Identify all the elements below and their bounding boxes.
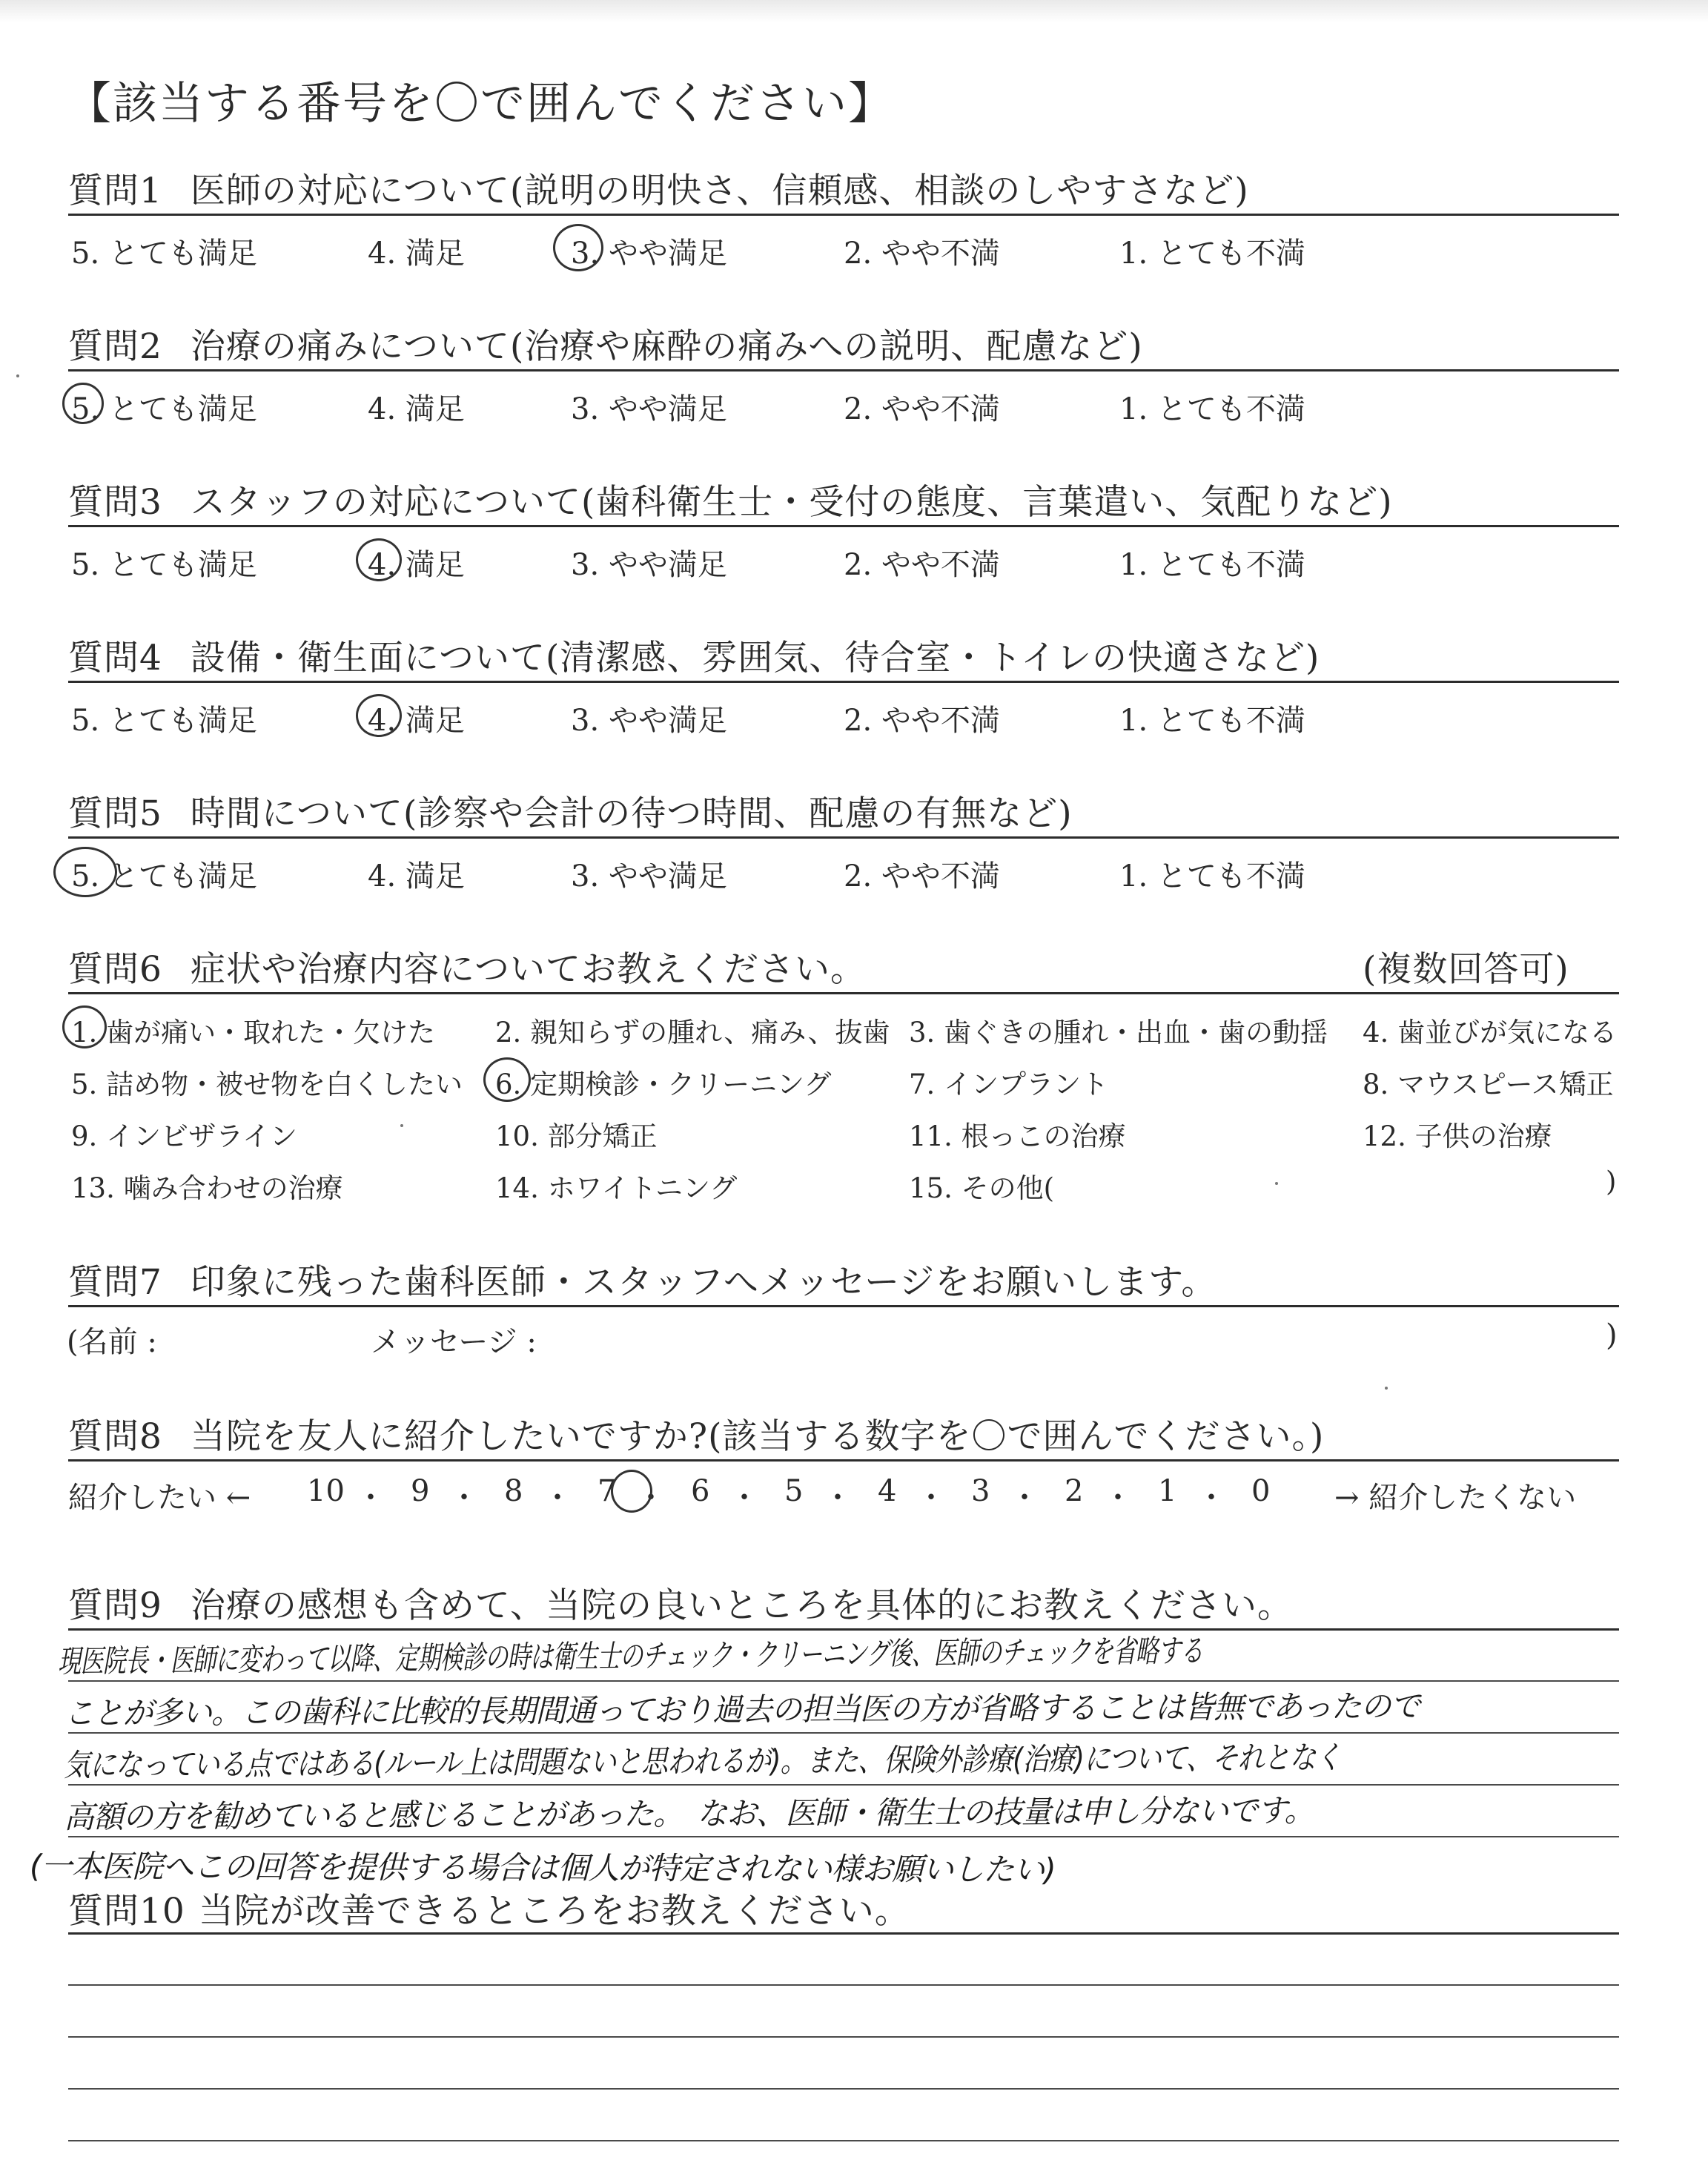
q8-scale-5[interactable]: 5 (784, 1474, 804, 1508)
q10-writing-line[interactable] (68, 2088, 1619, 2090)
question-10-heading (68, 1883, 910, 1933)
q6-option-14[interactable]: 14. ホワイトニング (495, 1172, 738, 1204)
q8-scale-1[interactable]: 1 (1158, 1474, 1177, 1508)
q8-scale-separator: ・ (449, 1481, 479, 1515)
q3-option-1[interactable]: 1. とても不満 (1119, 548, 1305, 582)
q2-selection-circle (62, 383, 104, 424)
q8-scale-separator: ・ (729, 1481, 759, 1515)
q5-option-3[interactable]: 3. やや満足 (571, 859, 727, 894)
question-5-text: 時間について(診察や会計の待つ時間、配慮の有無など) (190, 793, 1073, 834)
q6-selection-circle-1 (62, 1005, 107, 1048)
q5-option-5[interactable]: 5. とても満足 (71, 859, 257, 894)
q9-answer-line-3: 気になっている点ではある(ルール上は問題ないと思われるが)。また、保険外診療(治療)について、それとなく (64, 1739, 1342, 1783)
q8-scale-separator: ・ (636, 1481, 666, 1515)
scan-speck (400, 1124, 403, 1127)
question-2-text: 治療の痛みについて(治療や麻酔の痛みへの説明、配慮など) (190, 326, 1143, 367)
q4-option-3[interactable]: 3. やや満足 (571, 704, 727, 738)
q6-option-7[interactable]: 7. インプラント (909, 1069, 1109, 1100)
q9-answer-line-1: 現医院長・医師に変わって以降、定期検診の時は衛生士のチェック・クリーニング後、医師のチェックを省略する (58, 1632, 1203, 1680)
question-8-rule (68, 1459, 1619, 1462)
q6-option-4[interactable]: 4. 歯並びが気になる (1363, 1017, 1618, 1048)
question-3-text: スタッフの対応について(歯科衛生士・受付の態度、言葉遣い、気配りなど) (190, 482, 1393, 523)
q3-option-2[interactable]: 2. やや不満 (844, 548, 1000, 582)
q4-option-4[interactable]: 4. 満足 (368, 704, 465, 738)
q2-option-2[interactable]: 2. やや不満 (844, 392, 1000, 426)
q9-writing-line (68, 1836, 1619, 1837)
question-3-heading (68, 475, 1393, 524)
question-1-rule (68, 214, 1619, 216)
q4-selection-circle (356, 694, 402, 737)
q1-option-3[interactable]: 3. やや満足 (571, 237, 727, 271)
q6-option-8[interactable]: 8. マウスピース矯正 (1363, 1069, 1614, 1100)
q10-writing-line[interactable] (68, 2036, 1619, 2038)
q4-option-2[interactable]: 2. やや不満 (844, 704, 1000, 738)
q8-scale-8[interactable]: 8 (504, 1474, 523, 1508)
question-8-number: 質問8 (68, 1416, 162, 1457)
question-6-number: 質問6 (68, 949, 162, 990)
q7-message-label: メッセージ : (371, 1325, 537, 1359)
q5-option-4[interactable]: 4. 満足 (368, 859, 465, 894)
question-4-number: 質問4 (68, 638, 162, 678)
q9-answer-line-5: (一本医院へこの回答を提供する場合は個人が特定されない様お願いしたい) (29, 1848, 1056, 1888)
q8-left-label: 紹介したい ← (68, 1481, 251, 1515)
q3-option-5[interactable]: 5. とても満足 (71, 548, 257, 582)
scan-speck (1385, 1387, 1388, 1390)
question-7-text: 印象に残った歯科医師・スタッフへメッセージをお願いします。 (190, 1262, 1217, 1303)
q8-scale-separator: ・ (1103, 1481, 1133, 1515)
question-1-heading (68, 163, 1249, 213)
scan-speck (16, 374, 19, 377)
q8-scale-separator: ・ (543, 1481, 572, 1515)
q8-scale-separator: ・ (356, 1481, 385, 1515)
q8-scale-3[interactable]: 3 (971, 1474, 990, 1508)
q5-option-2[interactable]: 2. やや不満 (844, 859, 1000, 894)
q6-option-15[interactable]: 15. その他( (909, 1172, 1055, 1204)
q8-scale-4[interactable]: 4 (878, 1474, 897, 1508)
q6-option-1[interactable]: 1. 歯が痛い・取れた・欠けた (71, 1017, 436, 1048)
q6-option-15-close: ) (1606, 1166, 1617, 1198)
question-2-rule (68, 369, 1619, 371)
q6-option-2[interactable]: 2. 親知らずの腫れ、痛み、抜歯 (495, 1017, 890, 1048)
question-9-number: 質問9 (68, 1585, 162, 1626)
question-10-number: 質問10 (68, 1891, 185, 1932)
question-4-text: 設備・衛生面について(清潔感、雰囲気、待合室・トイレの快適さなど) (190, 638, 1320, 678)
q9-answer-line-4: 高額の方を勧めていると感じることがあった。 なお、医師・衛生士の技量は申し分ないです。 (64, 1791, 1314, 1835)
q8-selection-circle (611, 1470, 652, 1513)
q8-scale-0[interactable]: 0 (1251, 1474, 1271, 1508)
question-6-text: 症状や治療内容についてお教えください。 (190, 949, 866, 990)
q8-scale-separator: ・ (823, 1481, 853, 1515)
scan-speck (1275, 1182, 1278, 1185)
q1-selection-circle (553, 224, 603, 271)
q1-option-4[interactable]: 4. 満足 (368, 237, 465, 271)
question-6-note: (複数回答可) (1363, 949, 1569, 990)
q9-answer-line-2: ことが多い。この歯科に比較的長期間通っており過去の担当医の方が省略することは皆無であったので (64, 1688, 1420, 1731)
q5-selection-circle (53, 847, 117, 897)
question-1-text: 医師の対応について(説明の明快さ、信頼感、相談のしやすさなど) (190, 171, 1249, 211)
question-9-heading (68, 1578, 1293, 1628)
question-3-number: 質問3 (68, 482, 162, 523)
question-7-number: 質問7 (68, 1262, 162, 1303)
question-10-text: 当院が改善できるところをお教えください。 (198, 1891, 910, 1932)
q6-option-10[interactable]: 10. 部分矯正 (495, 1120, 658, 1152)
q4-option-1[interactable]: 1. とても不満 (1119, 704, 1305, 738)
question-3-rule (68, 525, 1619, 527)
question-7-heading (68, 1255, 1217, 1304)
question-2-heading (68, 319, 1143, 369)
question-1-number: 質問1 (68, 171, 162, 211)
q8-scale-separator: ・ (1010, 1481, 1039, 1515)
q6-option-13[interactable]: 13. 噛み合わせの治療 (71, 1172, 343, 1204)
q7-name-label: (名前 : (67, 1325, 157, 1359)
q3-selection-circle (356, 538, 402, 581)
q8-scale-separator: ・ (1196, 1481, 1226, 1515)
q10-writing-line[interactable] (68, 2140, 1619, 2141)
question-4-rule (68, 681, 1619, 683)
q8-scale-6[interactable]: 6 (691, 1474, 710, 1508)
question-8-heading (68, 1409, 1324, 1459)
question-5-heading (68, 786, 1073, 836)
question-6-rule (68, 992, 1619, 994)
q5-option-1[interactable]: 1. とても不満 (1119, 859, 1305, 894)
question-5-rule (68, 836, 1619, 839)
question-9-text: 治療の感想も含めて、当院の良いところを具体的にお教えください。 (190, 1585, 1293, 1626)
question-7-rule (68, 1305, 1619, 1307)
q6-option-11[interactable]: 11. 根っこの治療 (909, 1120, 1126, 1152)
q6-option-3[interactable]: 3. 歯ぐきの腫れ・出血・歯の動揺 (909, 1017, 1328, 1048)
question-10-rule (68, 1932, 1619, 1935)
question-4-heading (68, 630, 1320, 680)
q2-option-5[interactable]: 5. とても満足 (71, 392, 257, 426)
question-6-heading (68, 942, 866, 991)
q8-scale-separator: ・ (916, 1481, 946, 1515)
q8-scale-2[interactable]: 2 (1065, 1474, 1084, 1508)
q1-option-1[interactable]: 1. とても不満 (1119, 237, 1305, 271)
q7-close-paren: ) (1606, 1318, 1618, 1353)
q1-option-5[interactable]: 5. とても満足 (71, 237, 257, 271)
question-2-number: 質問2 (68, 326, 162, 367)
q8-scale-10[interactable]: 10 (307, 1474, 345, 1508)
q2-option-1[interactable]: 1. とても不満 (1119, 392, 1305, 426)
q9-writing-line (68, 1732, 1619, 1734)
q3-option-4[interactable]: 4. 満足 (368, 548, 465, 582)
q6-option-5[interactable]: 5. 詰め物・被せ物を白くしたい (71, 1069, 463, 1100)
page-title: 【該当する番号を〇で囲んでください】 (67, 78, 894, 130)
scan-top-edge (0, 0, 1708, 22)
q8-scale-9[interactable]: 9 (411, 1474, 430, 1508)
q9-writing-line (68, 1784, 1619, 1786)
q6-option-12[interactable]: 12. 子供の治療 (1363, 1120, 1552, 1152)
q6-selection-circle-6 (483, 1057, 531, 1102)
question-5-number: 質問5 (68, 793, 162, 834)
q1-option-2[interactable]: 2. やや不満 (844, 237, 1000, 271)
q4-option-5[interactable]: 5. とても満足 (71, 704, 257, 738)
question-8-text: 当院を友人に紹介したいですか?(該当する数字を〇で囲んでください。) (190, 1416, 1325, 1457)
q3-option-3[interactable]: 3. やや満足 (571, 548, 727, 582)
q6-option-6[interactable]: 6. 定期検診・クリーニング (495, 1069, 832, 1100)
q2-option-3[interactable]: 3. やや満足 (571, 392, 727, 426)
q2-option-4[interactable]: 4. 満足 (368, 392, 465, 426)
q10-writing-line[interactable] (68, 1984, 1619, 1986)
q8-scale-7[interactable]: 7 (598, 1474, 617, 1508)
q6-option-9[interactable]: 9. インビザライン (71, 1120, 297, 1152)
q8-right-label: → 紹介したくない (1334, 1481, 1577, 1515)
